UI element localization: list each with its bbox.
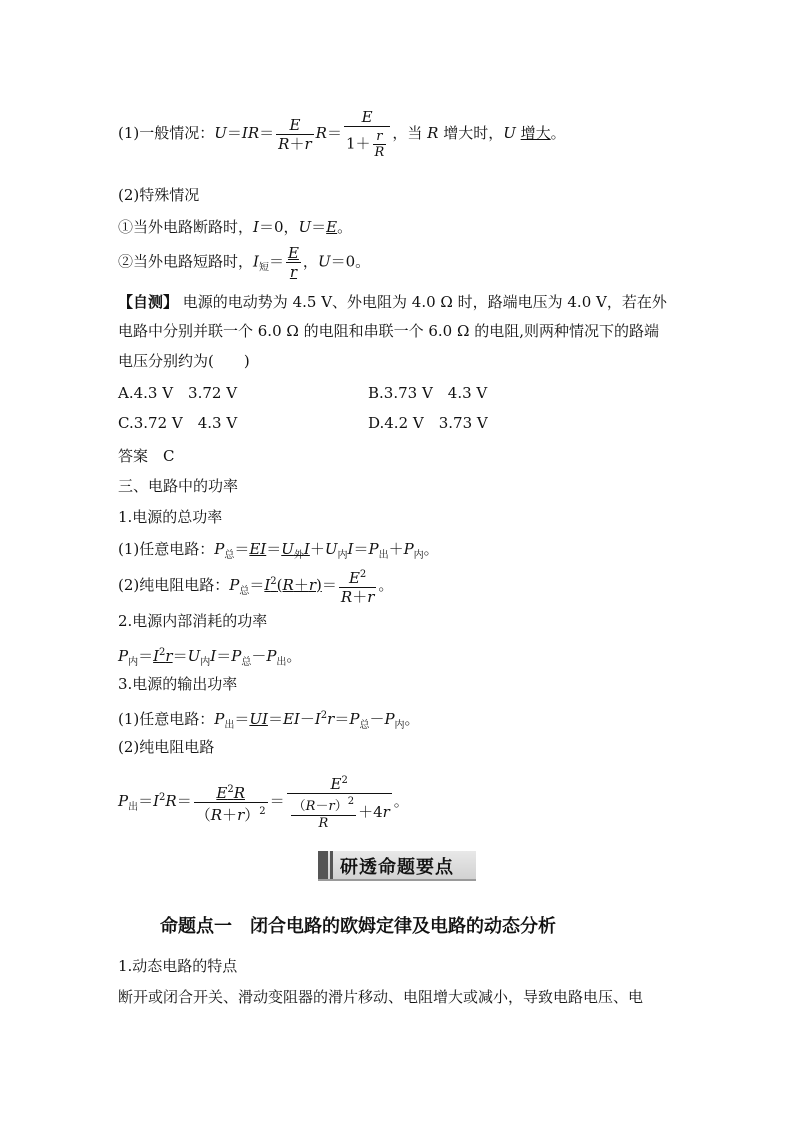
options-row-2: [118, 412, 488, 434]
total-power-pure-resistor: (2)纯电阻电路：$P_总=I^2(R+r)=$ $\frac{E^2}{R+r}$ 。: [118, 566, 393, 606]
total-power-any-circuit: (1)任意电路：$P_总=EI=U_外I+U_内I=P_出+P_内$。: [118, 540, 439, 561]
options-row-1: [118, 382, 488, 404]
question-line-2: 电路中分别并联一个 6.0 Ω 的电阻和串联一个 6.0 Ω 的电阻,则两种情况下的路端: [118, 322, 659, 340]
short-circuit-line: ②当外电路短路时，$I_短=$ $\frac{E}{r}$ ，U＝0。: [118, 244, 371, 281]
self-test-tag: 【自测】: [118, 293, 179, 311]
output-power-pure-resistor-title: (2)纯电阻电路: [118, 738, 215, 756]
option-d: D.4.2 V 3.73 V: [368, 414, 488, 432]
section-banner: [318, 851, 476, 881]
internal-power-title: 2.电源内部消耗的功率: [118, 612, 268, 630]
output-power-pure-resistor-formula: $P_出=I^2R=$ $\frac{E^2R}{(R+r)^2}$ ＝ $E^2$ $\frac{(R-r)^2}{R}$ ＋4r 。: [118, 772, 409, 832]
banner-bar-decoration: [318, 851, 328, 879]
option-c: C.3.72 V 4.3 V: [118, 414, 238, 432]
open-circuit-line: ①当外电路断路时，I＝0，U＝E。: [118, 218, 353, 236]
total-power-title: 1.电源的总功率: [118, 508, 223, 526]
banner-bar-decoration: [330, 851, 333, 879]
fraction: $E^2$ $\frac{(R-r)^2}{R}$ ＋4r: [287, 772, 392, 832]
section-three-title: 三、电路中的功率: [118, 477, 239, 495]
option-a: A.4.3 V 3.72 V: [118, 384, 238, 402]
fraction: $\frac{E}{R+r}$: [278, 115, 312, 153]
topic-heading: 命题点一 闭合电路的欧姆定律及电路的动态分析: [160, 916, 556, 937]
question-line-3: 电压分别约为( ): [118, 352, 250, 370]
special-case-label: (2)特殊情况: [118, 186, 200, 204]
dynamic-circuit-text: 断开或闭合开关、滑动变阻器的滑片移动、电阻增大或减小，导致电路电压、电: [118, 988, 644, 1006]
output-power-any-circuit: (1)任意电路：$P_出=UI=EI-I^2r=P_总-P_内$。: [118, 710, 420, 731]
option-b: B.3.73 V 4.3 V: [368, 384, 488, 402]
dynamic-circuit-title: 1.动态电路的特点: [118, 957, 238, 975]
self-test-question: 【自测】 电源的电动势为 4.5 V、外电阻为 4.0 Ω 时，路端电压为 4.0 V，若在外: [118, 293, 667, 311]
internal-power-formula: $P_内=I^2r=U_内I=P_总-P_出$。: [118, 647, 302, 668]
fraction: E 1＋ $\frac{r}{R}$: [344, 108, 390, 160]
section-banner-title: 研透命题要点: [340, 857, 454, 878]
answer: 答案 C: [118, 447, 175, 465]
fraction: $\frac{E^2R}{(R+r)^2}$: [194, 781, 268, 824]
fraction: $\frac{E^2}{R+r}$: [339, 566, 376, 606]
output-power-title: 3.电源的输出功率: [118, 675, 238, 693]
fraction: $\frac{E}{r}$: [287, 244, 299, 281]
general-case-line: (1)一般情况：U＝IR＝ $\frac{E}{R+r}$ R＝ E 1＋ $\frac{r}{R}$ ，当 R 增大时，U 增大。: [118, 108, 566, 160]
